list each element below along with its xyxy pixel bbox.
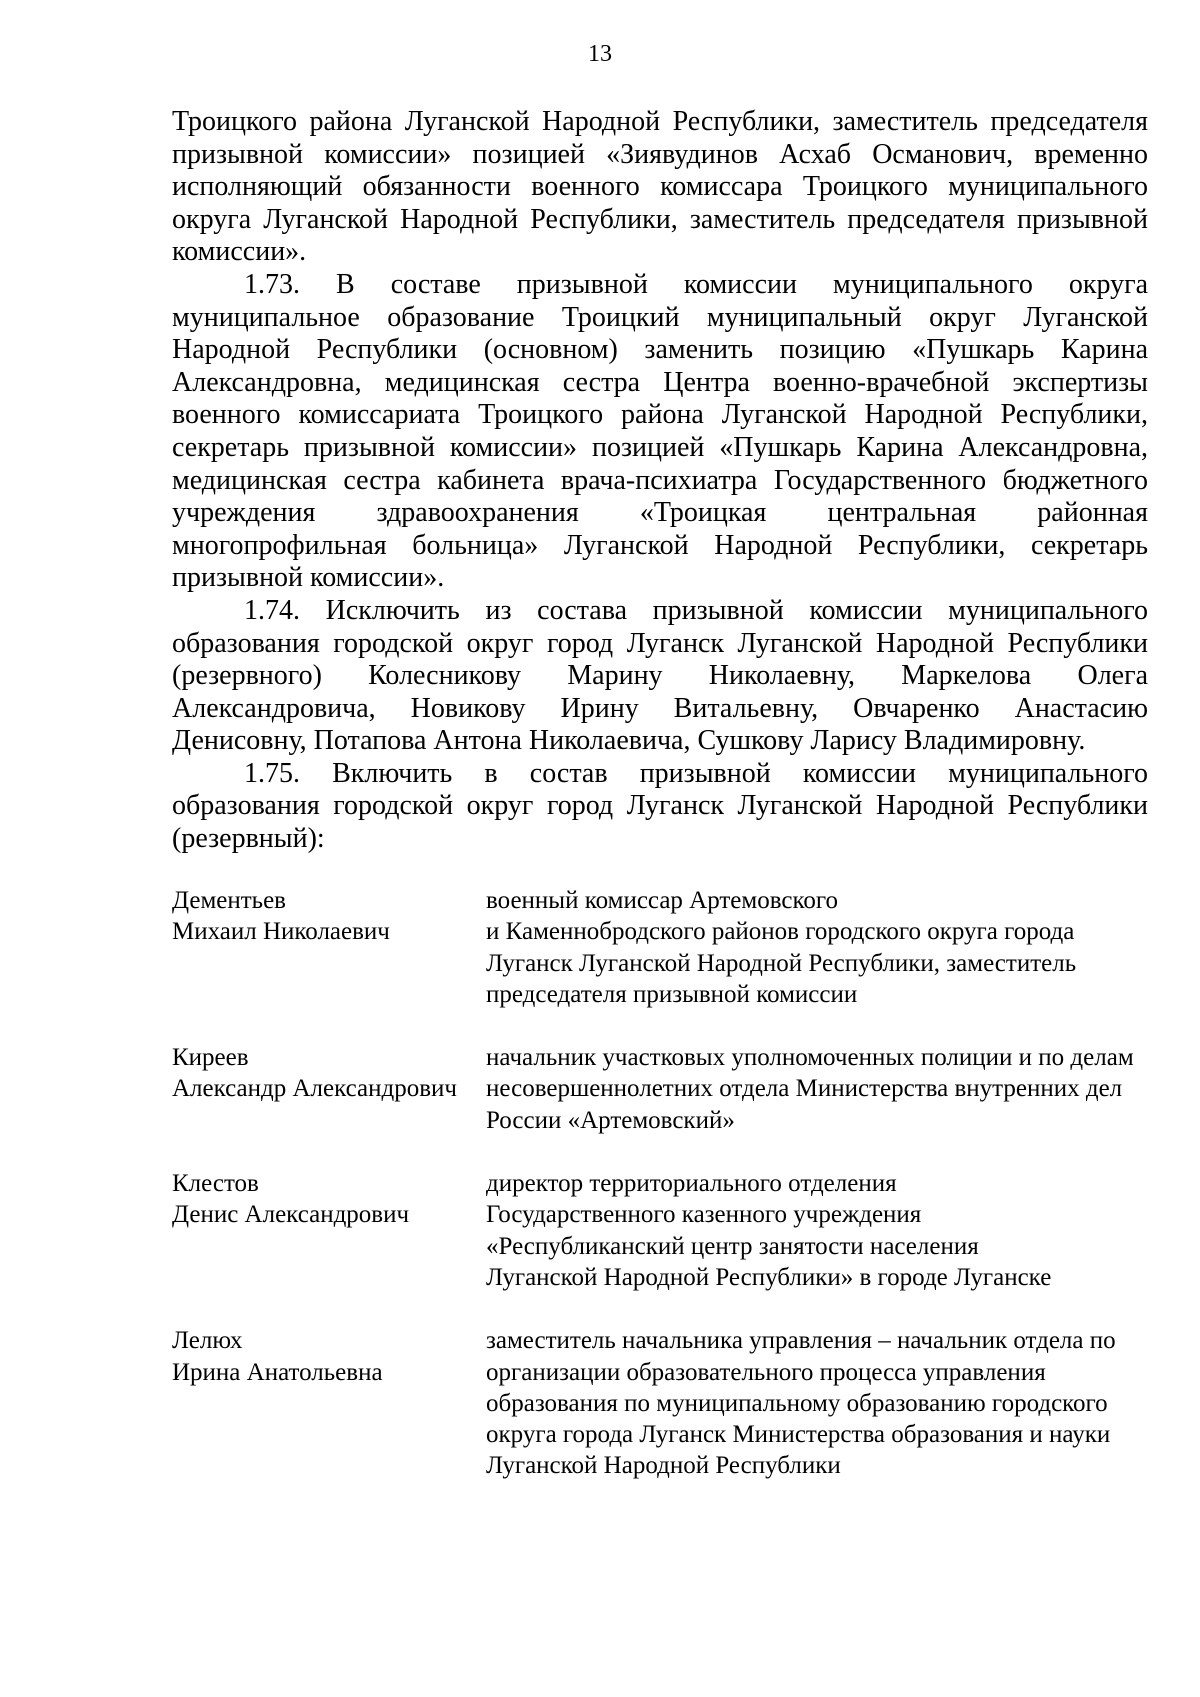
paragraph-continuation: Троицкого района Луганской Народной Республики, заместитель председателя призывной комиссии» позицией «Зиявудинов Асхаб Османович, временно исполняющий обязанности военного комиссара Троицкого муниципального округа Луганской Народной Республики, заместитель председателя призывной комиссии». bbox=[172, 106, 1148, 268]
member-role: военный комиссар Артемовского и Каменнобродского районов городского округа города Луганск Луганской Народной Республики, заместитель председателя призывной комиссии bbox=[486, 887, 1077, 1008]
member-role: начальник участковых уполномоченных полиции и по делам несовершеннолетних отдела Министерства внутренних дел России «Артемовский» bbox=[486, 1044, 1134, 1134]
document-body bbox=[172, 106, 1148, 856]
member-name: Клестов Денис Александрович bbox=[172, 1170, 410, 1229]
commission-member-list bbox=[172, 885, 1148, 1514]
paragraph-1-73: 1.73. В составе призывной комиссии муниципального округа муниципальное образование Троицкий муниципальный округ Луганской Народной Республики (основном) заменить позицию «Пушкарь Карина Александровна, медицинская сестра Центра военно-врачебной экспертизы военного комиссариата Троицкого района Луганской Народной Республики, секретарь призывной комиссии» позицией «Пушкарь Карина Александровна, медицинская сестра кабинета врача-психиатра Государственного бюджетного учреждения здравоохранения «Троицкая центральная районная многопрофильная больница» Луганской Народной Республики, секретарь призывной комиссии». bbox=[172, 268, 1148, 594]
member-entry bbox=[172, 885, 1148, 1010]
member-entry bbox=[172, 1325, 1148, 1481]
member-role: директор территориального отделения Государственного казенного учреждения «Республиканский центр занятости населения Луганской Народной Республики» в городе Луганске bbox=[486, 1170, 1052, 1291]
member-name: Киреев Александр Александрович bbox=[172, 1044, 457, 1103]
paragraph-1-75: 1.75. Включить в состав призывной комиссии муниципального образования городской округ город Луганск Луганской Народной Республики (резервный): bbox=[172, 757, 1148, 855]
member-entry bbox=[172, 1168, 1148, 1293]
member-name: Лелюх Ирина Анатольевна bbox=[172, 1327, 383, 1386]
member-entry bbox=[172, 1042, 1148, 1136]
paragraph-1-74: 1.74. Исключить из состава призывной комиссии муниципального образования городской округ город Луганск Луганской Народной Республики (резервного) Колесникову Марину Николаевну, Маркелова Олега Александровича, Новикову Ирину Витальевну, Овчаренко Анастасию Денисовну, Потапова Антона Николаевича, Сушкову Ларису Владимировну. bbox=[172, 594, 1148, 757]
member-role: заместитель начальника управления – начальник отдела по организации образовательного процесса управления образования по муниципальному образованию городского округа города Луганск Министерства образования и науки Луганской Народной Республики bbox=[486, 1327, 1116, 1480]
page-number: 13 bbox=[588, 41, 612, 67]
member-name: Дементьев Михаил Николаевич bbox=[172, 887, 390, 946]
